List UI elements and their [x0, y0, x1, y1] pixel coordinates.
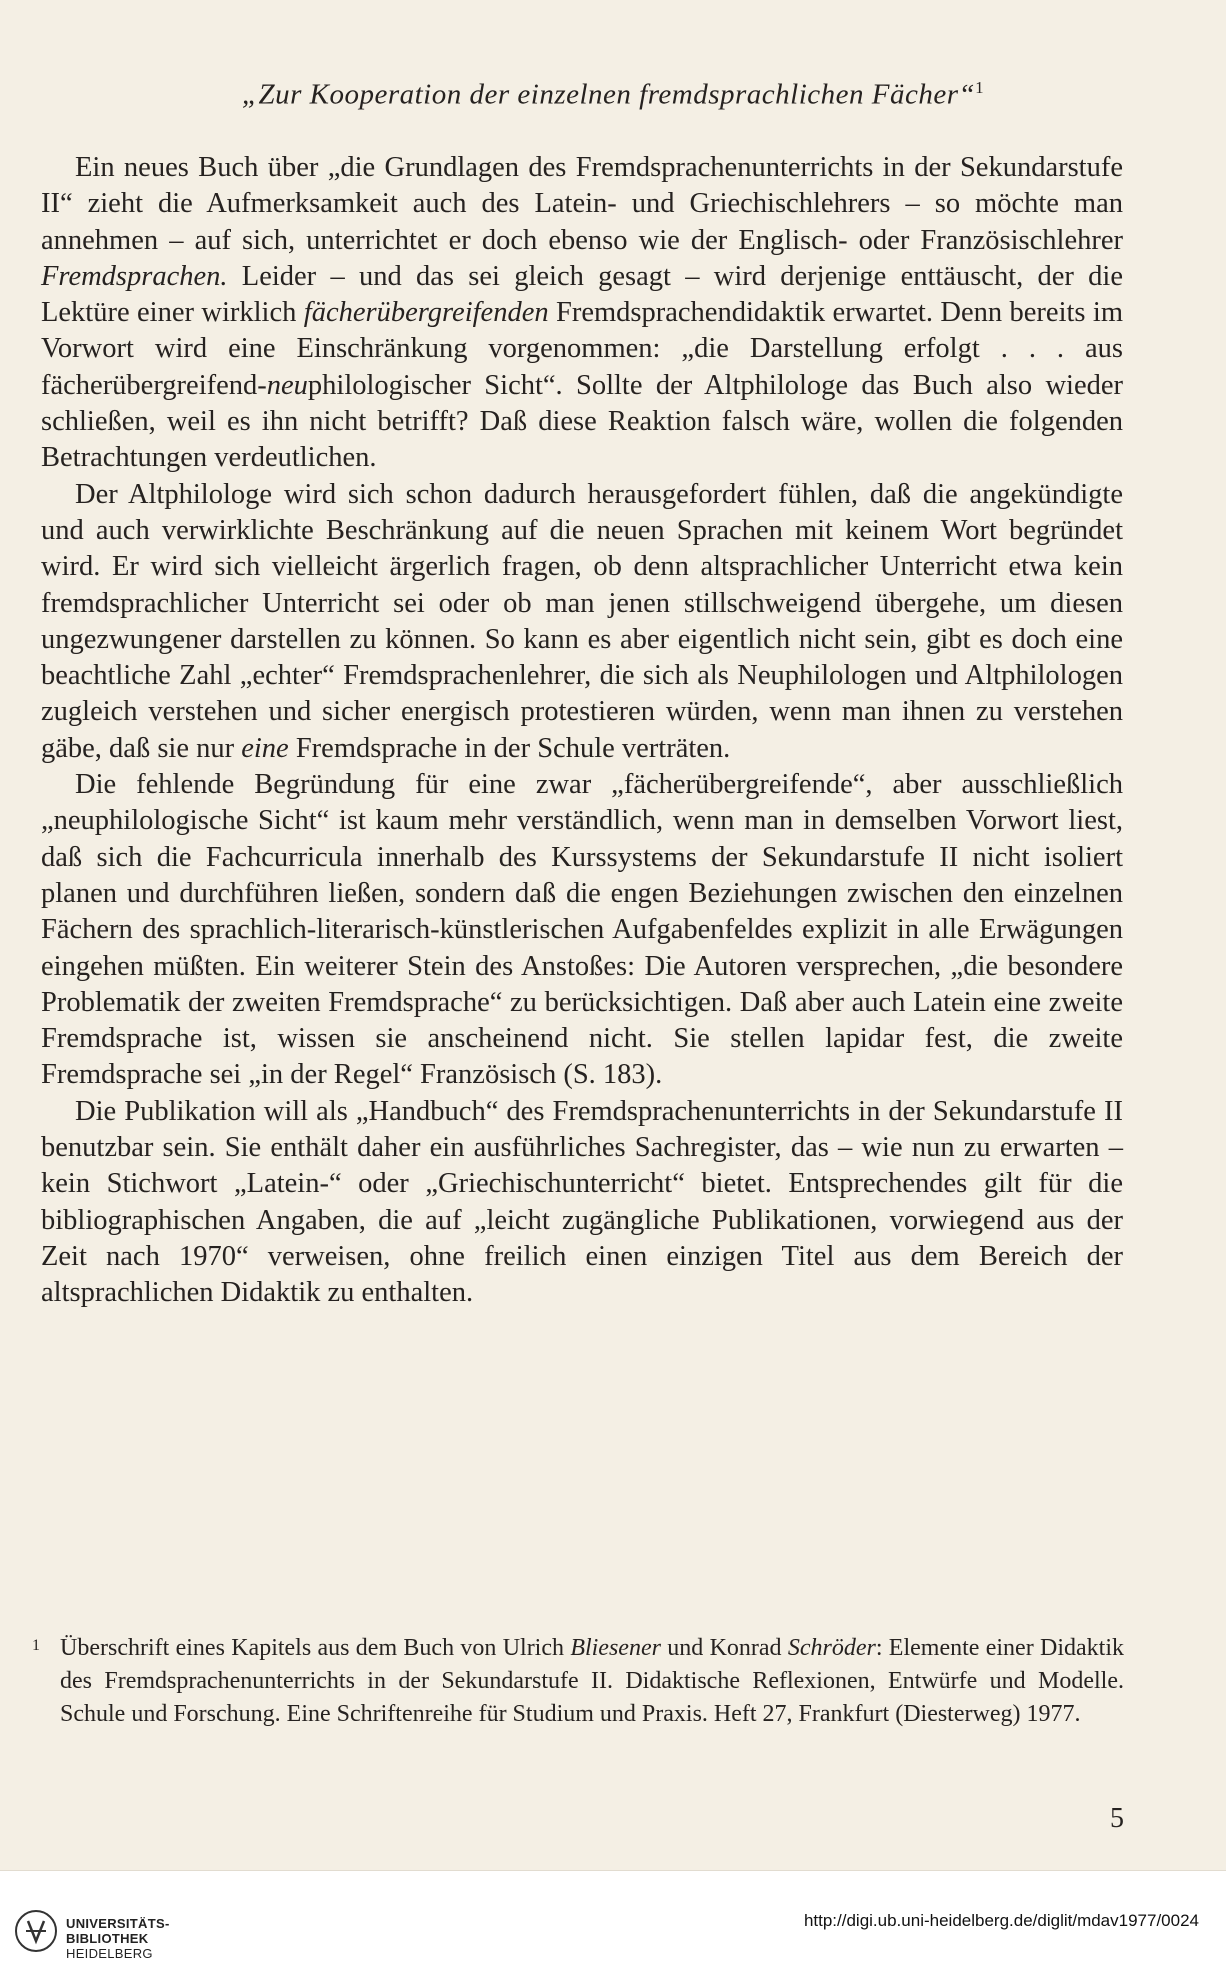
footer-bar	[0, 1870, 1226, 1981]
page-title: „Zur Kooperation der einzelnen fremdsprachlichen Fächer“$^1$	[241, 78, 985, 111]
text-run: philologischer Sicht“. Sollte der Altphilologe das Buch also wieder schließen, weil es ihn nicht betrifft? Daß diese Reaktion falsch wäre, wollen die folgenden Betrachtungen verdeutlichen.	[41, 369, 1123, 474]
body-text	[41, 150, 1123, 1312]
source-url-link[interactable]: http://digi.ub.uni-heidelberg.de/diglit/mdav1977/0024	[803, 1911, 1199, 1930]
italic-text: Bliesener	[570, 1635, 661, 1661]
footnote-mark: 1	[32, 1637, 40, 1654]
library-name: UNIVERSITÄTS- BIBLIOTHEK HEIDELBERG	[66, 1916, 170, 1961]
italic-text: neu	[266, 369, 308, 401]
text-run: Überschrift eines Kapitels aus dem Buch von Ulrich	[60, 1635, 571, 1661]
italic-text: Schröder	[787, 1635, 876, 1661]
paragraph	[41, 477, 1123, 767]
italic-text: eine	[241, 732, 289, 764]
text-run: und Konrad	[660, 1635, 788, 1661]
italic-text: Fremdsprachen.	[41, 260, 228, 292]
footnote-text	[60, 1632, 1124, 1731]
text-run: Die Publikation will als „Handbuch“ des Fremdsprachenunterrichts in der Sekundarstufe II benutzbar sein. Sie enthält daher ein ausführliches Sachregister, das – wie nun zu erwarten – kein Stichwort „Latein-“ oder „Griechischunterricht“ bietet. Entsprechendes gilt für die bibliographischen Angaben, die auf „leicht zugängliche Publikationen, vorwiegend aus der Zeit nach 1970“ verweisen, ohne freilich einen einzigen Titel aus dem Bereich der altsprachlichen Didaktik zu enthalten.	[41, 1095, 1123, 1309]
text-run: Fremdsprache in der Schule verträten.	[288, 732, 731, 764]
text-run: Fremdsprachendidaktik erwartet. Denn bereits im Vorwort wird eine Einschränkung vorgenommen: „die Darstellung erfolgt . . . aus fächerübergreifend-	[41, 297, 1123, 401]
text-run: Der Altphilologe wird sich schon dadurch herausgefordert fühlen, daß die angekündigte und auch verwirklichte Beschränkung auf die neuen Sprachen mit keinem Wort begründet wird. Er wird sich vielleicht ärgerlich fragen, ob denn altsprachlicher Unterricht etwa kein fremdsprachlicher Unterricht sei oder ob man jenen stillschweigend übergehe, um diesen ungezwungener darstellen zu können. So kann es aber eigentlich nicht sein, gibt es doch eine beachtliche Zahl „echter“ Fremdsprachenlehrer, die sich als Neuphilologen und Altphilologen zugleich verstehen und sicher energisch protestieren würden, wenn man ihnen zu verstehen gäbe, daß sie nur	[41, 478, 1123, 764]
library-logo-icon	[14, 1909, 58, 1953]
italic-text: fächerübergreifenden	[303, 297, 549, 329]
text-run: : Elemente einer Didaktik des Fremdsprachenunterrichts in der Sekundarstufe II. Didaktische Reflexionen, Entwürfe und Modelle. Schule und Forschung. Eine Schriftenreihe für Studium und Praxis. Heft 27, Frankfurt (Diesterweg) 1977.	[60, 1635, 1124, 1727]
paragraph	[41, 150, 1123, 477]
paragraph	[41, 1094, 1123, 1312]
page-number: 5	[1110, 1803, 1124, 1834]
paragraph	[41, 767, 1123, 1094]
text-run: Die fehlende Begründung für eine zwar „fächerübergreifende“, aber ausschließlich „neuphilologische Sicht“ ist kaum mehr verständlich, wenn man in demselben Vorwort liest, daß sich die Fachcurricula innerhalb des Kurssystems der Sekundarstufe II nicht isoliert planen und durchführen ließen, sondern daß die engen Beziehungen zwischen den einzelnen Fächern des sprachlich-literarisch-künstlerischen Aufgabenfeldes explizit in alle Erwägungen eingehen müßten. Ein weiterer Stein des Anstoßes: Die Autoren versprechen, „die besondere Problematik der zweiten Fremdsprache“ zu berücksichtigen. Daß aber auch Latein eine zweite Fremdsprache ist, wissen sie anscheinend nicht. Sie stellen lapidar fest, die zweite Fremdsprache sei „in der Regel“ Französisch (S. 183).	[41, 769, 1123, 1091]
footnote-reference: 1	[975, 78, 985, 97]
text-run: Ein neues Buch über „die Grundlagen des Fremdsprachenunterrichts in der Sekundarstufe II“ zieht die Aufmerksamkeit auch des Latein- und Griechischlehrers – so möchte man annehmen – auf sich, unterrichtet er doch ebenso wie der Englisch- oder Französischlehrer	[41, 152, 1123, 256]
footnote	[32, 1632, 1124, 1731]
text-run: Leider – und das sei gleich gesagt – wird derjenige enttäuscht, der die Lektüre einer wirklich	[41, 260, 1123, 329]
